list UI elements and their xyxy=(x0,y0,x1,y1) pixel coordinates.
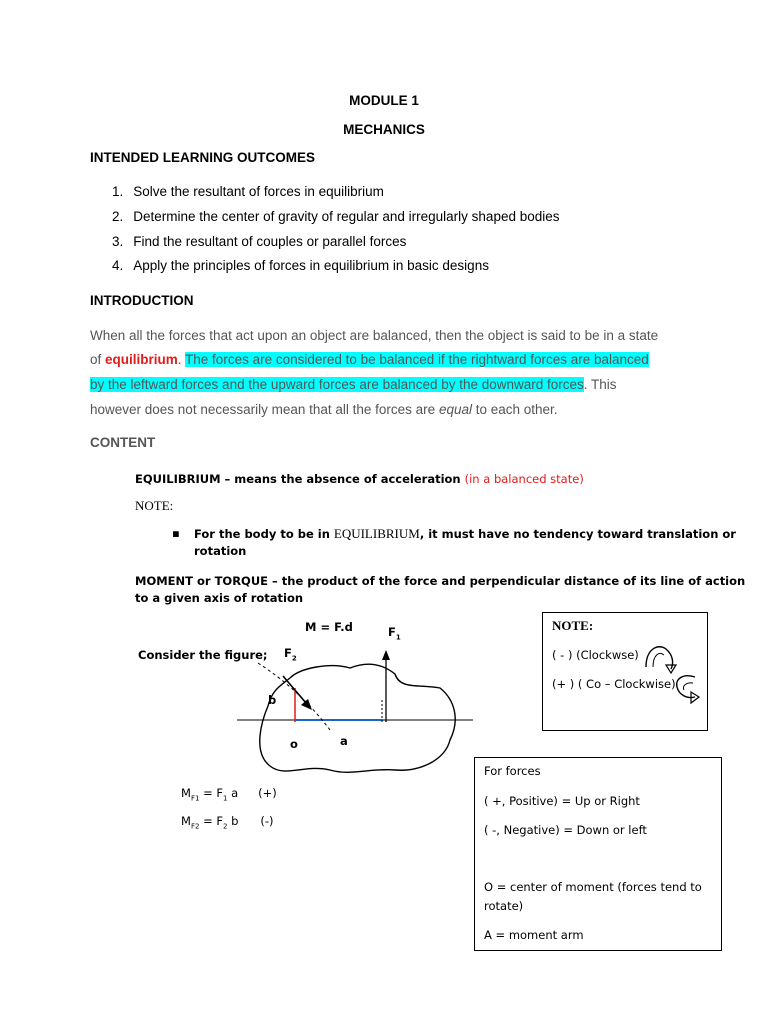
f1-arrowhead xyxy=(382,650,390,660)
label-f1: $F_1$ xyxy=(388,625,401,642)
outcomes-heading: INTENDED LEARNING OUTCOMES xyxy=(90,150,316,165)
intro-line-3: by the leftward forces and the upward forces are balanced by the downward forces. This xyxy=(90,377,617,392)
counter-clockwise-arrow-icon xyxy=(677,676,699,703)
equilibrium-keyword: equilibrium xyxy=(105,352,178,367)
f2-arrowhead xyxy=(301,699,312,710)
intro-line-2: of equilibrium. The forces are considered to be balanced if the rightward forces are balanced xyxy=(90,352,649,367)
equilibrium-note-cont: rotation xyxy=(194,544,247,558)
sign-convention-box xyxy=(542,612,708,731)
intro-heading: INTRODUCTION xyxy=(90,293,194,308)
moment-definition: MOMENT or TORQUE – the product of the force and perpendicular distance of its line of action xyxy=(135,574,746,588)
module-title: MODULE 1 xyxy=(349,93,419,108)
moment-definition-cont: to a given axis of rotation xyxy=(135,591,304,605)
note-label: NOTE: xyxy=(135,498,174,513)
consider-figure-label: Consider the figure; xyxy=(138,648,268,662)
intro-line-1: When all the forces that act upon an object are balanced, then the object is said to be in a state xyxy=(90,328,659,343)
moment-eq-f1: $M_{F1} = F_1$ a (+) xyxy=(181,786,277,803)
highlighted-text: by the leftward forces and the upward forces are balanced by the downward forces xyxy=(90,377,584,392)
highlighted-text: The forces are considered to be balanced if the rightward forces are balanced xyxy=(185,352,649,367)
irregular-body xyxy=(260,664,455,772)
equilibrium-definition: EQUILIBRIUM – means the absence of acceleration (in a balanced state) xyxy=(135,472,584,486)
list-item: 2. Determine the center of gravity of regular and irregularly shaped bodies xyxy=(112,209,560,224)
content-heading: CONTENT xyxy=(90,435,156,450)
center-of-moment-label: O = center of moment (forces tend to xyxy=(484,880,702,894)
equilibrium-note: For the body to be in EQUILIBRIUM, it must have no tendency toward translation or xyxy=(194,526,736,541)
list-item: 4. Apply the principles of forces in equilibrium in basic designs xyxy=(112,258,489,273)
label-f2: $F_2$ xyxy=(284,646,297,663)
intro-line-4: however does not necessarily mean that all the forces are equal to each other. xyxy=(90,402,558,417)
formula-m-fd: M = F.d xyxy=(305,620,353,634)
list-item: 3. Find the resultant of couples or parallel forces xyxy=(112,234,407,249)
negative-label: ( -, Negative) = Down or left xyxy=(484,823,647,837)
label-o: o xyxy=(290,737,298,751)
label-b: b xyxy=(268,693,277,707)
note-box-title: NOTE: xyxy=(552,618,594,633)
list-item: 1. Solve the resultant of forces in equilibrium xyxy=(112,184,384,199)
label-a: a xyxy=(340,734,348,748)
bullet-icon: ▪ xyxy=(172,526,180,540)
moment-eq-f2: $M_{F2} = F_2$ b (-) xyxy=(181,814,274,831)
center-of-moment-cont: rotate) xyxy=(484,899,524,913)
subject-title: MECHANICS xyxy=(343,122,425,137)
positive-label: ( +, Positive) = Up or Right xyxy=(484,794,640,808)
forces-legend-box xyxy=(474,757,722,951)
forces-title: For forces xyxy=(484,764,541,778)
clockwise-label: ( - ) (Clockwse) xyxy=(552,648,639,662)
moment-arm-label: A = moment arm xyxy=(484,928,584,942)
counter-clockwise-label: (+ ) ( Co – Clockwise) xyxy=(552,677,676,691)
clockwise-arrow-icon xyxy=(646,647,676,673)
